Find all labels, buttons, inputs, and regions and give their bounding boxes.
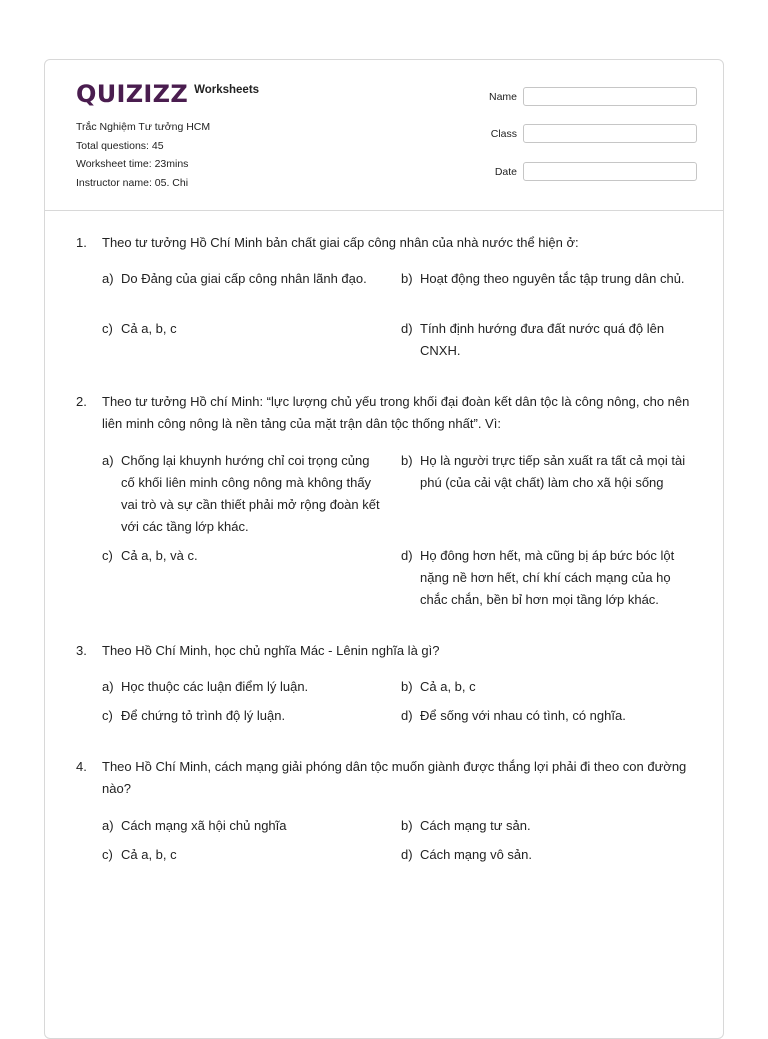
worksheet-meta — [76, 118, 210, 192]
question-2 — [76, 391, 696, 435]
question-text: Theo tư tưởng Hồ chí Minh: “lực lượng chủ yếu trong khối đại đoàn kết dân tộc là công nông, cho nên liên minh công nông là nền tảng của mặt trận dân tộc thống nhất”. Vì: — [102, 394, 690, 431]
option-b[interactable]: b) Hoạt động theo nguyên tắc tập trung dân chủ. — [401, 271, 685, 286]
worksheet-time: Worksheet time: 23mins — [76, 158, 189, 170]
logo-subtitle: Worksheets — [194, 84, 260, 96]
question-3 — [76, 640, 696, 662]
total-questions: Total questions: 45 — [76, 139, 164, 152]
class-label: Class — [490, 127, 517, 140]
option-a[interactable]: a) Chống lại khuynh hướng chỉ coi trọng củng cố khối liên minh công nông mà không thấy vai trò và sự cần thiết phải mở rộng đoàn kết với các tầng lớp khác. — [102, 453, 380, 534]
question-number: 1. — [76, 235, 87, 250]
option-d[interactable]: d) Cách mạng vô sản. — [401, 847, 533, 862]
option-d[interactable]: d) Để sống với nhau có tình, có nghĩa. — [401, 708, 626, 723]
option-c[interactable]: c) Cả a, b, c — [102, 321, 177, 336]
option-d[interactable]: d) Tính định hướng đưa đất nước quá độ lên CNXH. — [401, 321, 665, 358]
instructor-name: Instructor name: 05. Chi — [76, 176, 189, 189]
date-field — [465, 162, 697, 181]
question-number: 3. — [76, 643, 87, 658]
option-b[interactable]: b) Họ là người trực tiếp sản xuất ra tất cả mọi tài phú (của cải vật chất) làm cho xã hội sống — [401, 453, 686, 490]
question-1 — [76, 232, 696, 254]
worksheet-header — [45, 60, 723, 211]
worksheet-page — [44, 59, 724, 1039]
name-field — [465, 87, 697, 106]
option-d[interactable]: d) Họ đông hơn hết, mà cũng bị áp bức bóc lột nặng nề hơn hết, chí khí cách mạng của họ chắc chắn, bền bỉ hơn mọi tầng lớp khác. — [401, 548, 675, 607]
option-b[interactable]: b) Cách mạng tư sản. — [401, 818, 531, 833]
question-text: Theo tư tưởng Hồ Chí Minh bản chất giai cấp công nhân của nhà nước thể hiện ở: — [102, 235, 579, 250]
class-input[interactable] — [523, 124, 697, 143]
option-c[interactable]: c) Cả a, b, c — [102, 847, 177, 862]
worksheet-title: Trắc Nghiệm Tư tưởng HCM — [76, 121, 211, 133]
name-input[interactable] — [523, 87, 697, 106]
option-c[interactable]: c) Để chứng tỏ trình độ lý luận. — [102, 708, 286, 723]
class-field — [465, 124, 697, 143]
question-text: Theo Hồ Chí Minh, cách mạng giải phóng dân tộc muốn giành được thắng lợi phải đi theo con đường nào? — [102, 759, 687, 796]
option-a[interactable]: a) Cách mạng xã hội chủ nghĩa — [102, 818, 287, 833]
date-label: Date — [494, 165, 517, 178]
question-number: 2. — [76, 394, 87, 409]
option-b[interactable]: b) Cả a, b, c — [401, 679, 476, 694]
name-label: Name — [488, 90, 517, 103]
quizizz-logo: QUIZIZZ — [76, 80, 189, 108]
option-a[interactable]: a) Học thuộc các luận điểm lý luận. — [102, 679, 309, 694]
question-number: 4. — [76, 759, 87, 774]
question-4 — [76, 756, 696, 800]
question-text: Theo Hồ Chí Minh, học chủ nghĩa Mác - Lênin nghĩa là gì? — [102, 643, 440, 658]
brand — [76, 80, 259, 108]
date-input[interactable] — [523, 162, 697, 181]
option-a[interactable]: a) Do Đảng của giai cấp công nhân lãnh đạo. — [102, 271, 367, 286]
option-c[interactable]: c) Cả a, b, và c. — [102, 548, 198, 563]
